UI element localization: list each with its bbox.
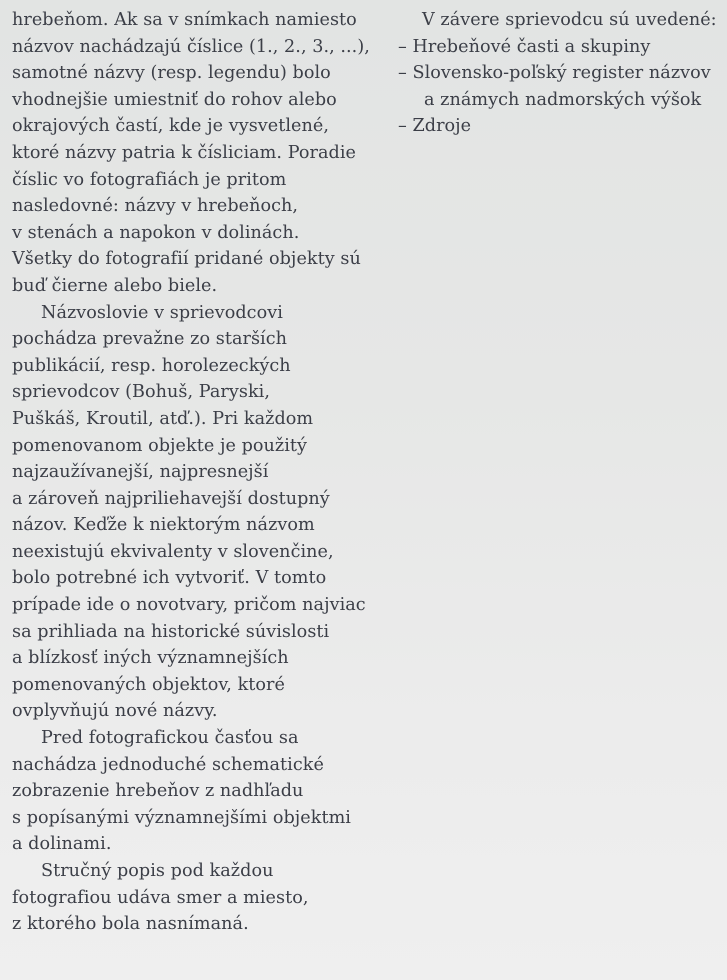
left-text-column [12, 7, 390, 938]
text-line: fotografiou udáva smer a miesto, [12, 887, 309, 908]
text-line: pochádza prevažne zo starších [12, 329, 288, 350]
text-line: sprievodcov (Bohuš, Paryski, [12, 382, 270, 403]
text-line: Všetky do fotografií pridané objekty sú [12, 249, 361, 270]
text-line: z ktorého bola nasnímaná. [12, 914, 249, 935]
text-line: číslic vo fotografiách je pritom [12, 169, 287, 190]
text-line: s popísanými významnejšími objektmi [12, 807, 351, 828]
text-line: pomenovaných objektov, ktoré [12, 674, 285, 695]
paragraph-start-line: Stručný popis pod každou [41, 861, 274, 881]
text-line: názvov nachádzajú číslice (1., 2., 3., ...), [12, 36, 370, 57]
appendix-heading: V závere sprievodcu sú uvedené: [422, 10, 717, 30]
text-line: a dolinami. [12, 834, 112, 855]
appendix-list-item: – Slovensko-poľský register názvov [398, 63, 711, 84]
text-line: nasledovné: názvy v hrebeňoch, [12, 196, 299, 217]
text-line: zobrazenie hrebeňov z nadhľadu [12, 781, 304, 802]
paragraph-start-line: Názvoslovie v sprievodcovi [41, 302, 283, 323]
text-line: nachádza jednoduché schematické [12, 754, 324, 775]
text-line: okrajových častí, kde je vysvetlené, [12, 116, 330, 137]
appendix-list-item: – Zdroje [398, 116, 472, 137]
text-line: a zároveň najpriliehavejší dostupný [12, 488, 330, 509]
text-line: Puškáš, Kroutil, atď.). Pri každom [12, 408, 314, 429]
appendix-list-item: – Hrebeňové časti a skupiny [398, 36, 651, 57]
text-line: samotné názvy (resp. legendu) bolo [12, 63, 331, 84]
text-line: prípade ide o novotvary, pričom najviac [12, 595, 366, 616]
text-line: neexistujú ekvivalenty v slovenčine, [12, 541, 334, 562]
paragraph-start-line: Pred fotografickou časťou sa [41, 728, 299, 749]
text-line: buď čierne alebo biele. [12, 275, 218, 296]
right-text-column [398, 7, 727, 140]
text-line: názov. Keďže k niektorým názvom [12, 515, 315, 536]
text-line: a blízkosť iných významnejších [12, 648, 289, 669]
text-line: publikácií, resp. horolezeckých [12, 355, 291, 376]
text-line: sa prihliada na historické súvislosti [12, 621, 330, 642]
text-line: ovplyvňujú nové názvy. [12, 701, 218, 722]
text-line: v stenách a napokon v dolinách. [12, 222, 300, 243]
text-line: najzaužívanejší, najpresnejší [12, 462, 269, 483]
appendix-list-item-continuation: a známych nadmorských výšok [424, 89, 702, 110]
text-line: ktoré názvy patria k čísliciam. Poradie [12, 142, 356, 163]
text-line: hrebeňom. Ak sa v snímkach namiesto [12, 10, 357, 30]
text-line: pomenovanom objekte je použitý [12, 435, 308, 456]
text-line: vhodnejšie umiestniť do rohov alebo [12, 89, 337, 110]
text-line: bolo potrebné ich vytvoriť. V tomto [12, 568, 327, 589]
